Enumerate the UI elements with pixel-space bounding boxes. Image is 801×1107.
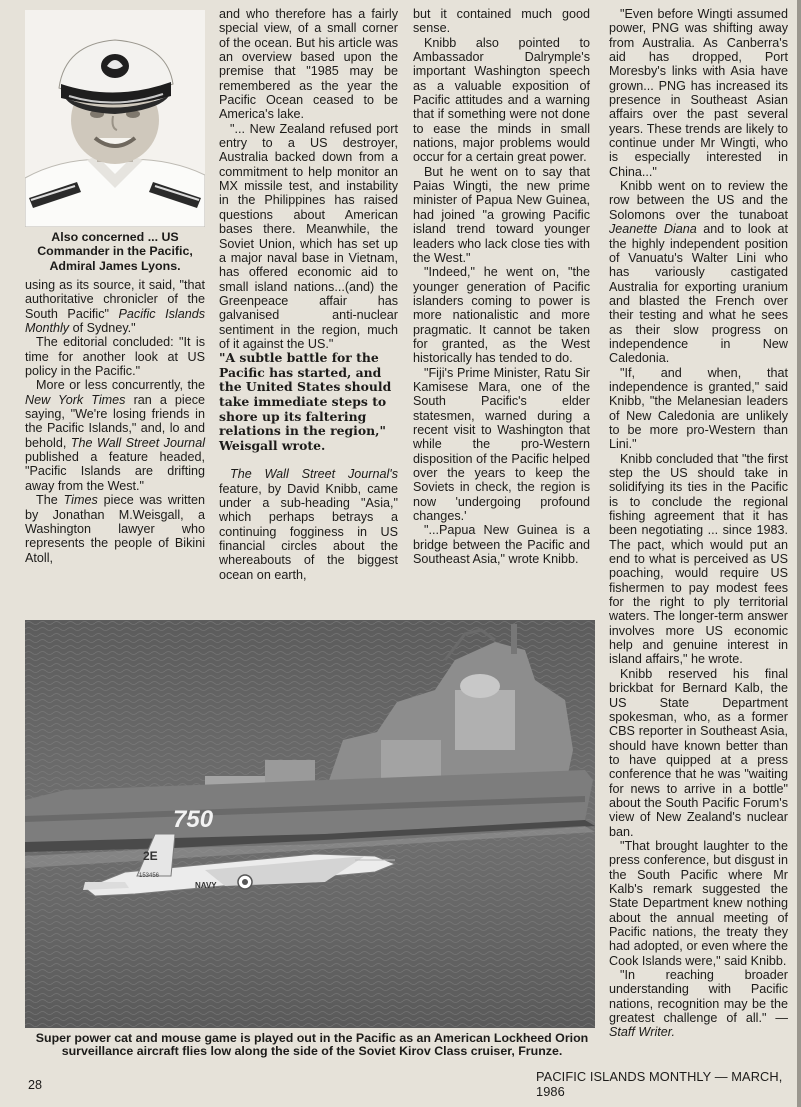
col3-paragraph-5: "Fiji's Prime Minister, Ratu Sir Kamisese Mara, one of the South Pacific's elder statesmen, warned during a recent visit to Washington that while the pro-Western disposition of the Pacific helped over the years to keep the Soviets in check, the region is now 'undergoing profound changes.' <box>413 365 590 524</box>
col4-paragraph-1: "Even before Wingti assumed power, PNG was shifting away from Australia. As Canberra's aid has dropped, Port Moresby's links with Asia have grown... PNG has increased its presence in Southeast Asian affairs over the past several years. These trends are likely to continue under Mr Wingti, who is especially interested in China..." <box>609 7 788 179</box>
ship-aircraft-image <box>25 620 595 1028</box>
col3-paragraph-6: "...Papua New Guinea is a bridge between the Pacific and Southeast Asia," wrote Knibb. <box>413 523 590 567</box>
col1-paragraph-4: The Times piece was written by Jonathan M.Weisgall, a Washington lawyer who represents the people of Bikini Atoll, <box>25 493 206 565</box>
pull-quote: "A subtle battle for the Pacific has started, and the United States should take immediate steps to shore up its faltering relations in the region," Weisgall wrote. <box>219 350 392 453</box>
col3-paragraph-1: but it contained much good sense. <box>413 7 590 36</box>
article-column-4 <box>609 7 788 1040</box>
ship-hull-number: 750 <box>173 806 214 833</box>
admiral-portrait-image <box>25 10 205 227</box>
col4-paragraph-3: "If, and when, that independence is granted," said Knibb, "the Melanesian leaders of New Caledonia are unlikely to be more pro-Western than Lini." <box>609 365 788 452</box>
portrait-caption: Also concerned ... US Commander in the Pacific, Admiral James Lyons. <box>37 230 193 273</box>
page-number: 28 <box>28 1078 43 1092</box>
col4-paragraph-5: Knibb reserved his final brickbat for Bernard Kalb, the US State Department spokesman, who, as a former CBS reporter in Southeast Asia, should have known better than to have quipped at a press conference that he was "waiting for news to arrive in a bottle" about the South Pacific Forum's view of New Zealand's nuclear ban. <box>609 666 788 839</box>
ship-aircraft-photo <box>25 620 595 1028</box>
col3-paragraph-2: Knibb also pointed to Ambassador Dalrymple's important Washington speech as a valuable exposition of Pacific attitudes and a warning that if something were not done to ease the minds in small nations, major problems would occur for a certain great power. <box>413 35 590 165</box>
col1-paragraph-2: The editorial concluded: "It is time for another look at US policy in the Pacific." <box>25 335 205 379</box>
col4-paragraph-7: "In reaching broader understanding with Pacific nations, recognition may be the greatest challenge of all." — Staff Writer. <box>609 968 788 1040</box>
ship-photo-caption: Super power cat and mouse game is played out in the Pacific as an American Lockheed Orion surveillance aircraft flies low along the side of the Soviet Kirov Class cruiser, Frunze. <box>35 1031 589 1059</box>
article-column-1 <box>25 278 205 565</box>
admiral-portrait-photo <box>25 10 205 227</box>
col2-paragraph-1: and who therefore has a fairly special view, of a small corner of the ocean. But his article was an overview based upon the premise that "1985 may be remembered as the year the Pacific Ocean ceased to be America's lake. <box>219 7 398 122</box>
aircraft-code: 2E <box>143 849 158 863</box>
col3-paragraph-3: But he went on to say that Paias Wingti, the new prime minister of Papua New Guinea, had joined "a growing Pacific island trend toward younger leaders who lack close ties with the West." <box>413 164 590 265</box>
col4-paragraph-4: Knibb concluded that "the first step the US should take in solidifying its ties in the Pacific is to conclude the regional fishing agreement that it has been negotiating ... since 1983. The pact, which would put an end to what is perceived as US poaching, would require US fishermen to pay modest fees for the right to ply territorial waters. The longer-term answer involves more US economic help and genuine interest in island affairs," he wrote. <box>609 451 788 667</box>
col1-paragraph-3: More or less concurrently, the New York Times ran a piece saying, "We're losing friends in the Pacific Islands," and, lo and behold, The Wall Street Journal published a feature headed, "Pacific Islands are drifting away from the West." <box>25 378 206 493</box>
col4-paragraph-6: "That brought laughter to the press conference, but disgust in the South Pacific where Mr Kalb's remark suggested the State Department knew nothing about the annual meeting of Pacific nations, the treaty they had adopted, or even where the Cook Islands were," said Knibb. <box>609 838 788 968</box>
aircraft-navy-marking: NAVY <box>195 881 217 890</box>
col2-paragraph-3: The Wall Street Journal's feature, by David Knibb, came under a sub-heading "Asia," which perhaps betrays a continuing fogginess in US financial circles about the whereabouts of the biggest ocean on earth, <box>219 467 398 582</box>
col3-paragraph-4: "Indeed," he went on, "the younger generation of Pacific islanders coming to power is more nationalistic and more pragmatic. It cannot be taken for granted, as the West historically has tended to do. <box>413 265 590 366</box>
col1-paragraph-1: using as its source, it said, "that authoritative chronicler of the South Pacific" Pacific Islands Monthly of Sydney." <box>25 278 205 336</box>
article-column-3 <box>413 7 590 566</box>
article-column-2 <box>219 7 398 582</box>
col4-paragraph-2: Knibb went on to review the row between the US and the Solomons over the tunaboat Jeanette Diana and to look at the highly independent position of Vanuatu's Walter Lini who has variously castigated Australia for exporting uranium and blasted the French over their testing and what he sees as their slow progress on independence in New Caledonia. <box>609 179 788 366</box>
aircraft-serial: 153456 <box>139 873 160 879</box>
page-edge-shadow <box>797 0 801 1107</box>
running-footer: PACIFIC ISLANDS MONTHLY — MARCH, 1986 <box>536 1069 783 1099</box>
col2-paragraph-2: "... New Zealand refused port entry to a US destroyer, Australia backed down from a commitment to help monitor an MX missile test, and instability in the Philippines has raised questions about American bases there. Meanwhile, the Soviet Union, which has set up a major naval base in Vietnam, has offered economic aid to small island nations...(and) the Greenpeace affair has galvanised anti-nuclear sentiment in the region, much of it against the US." <box>219 121 398 351</box>
